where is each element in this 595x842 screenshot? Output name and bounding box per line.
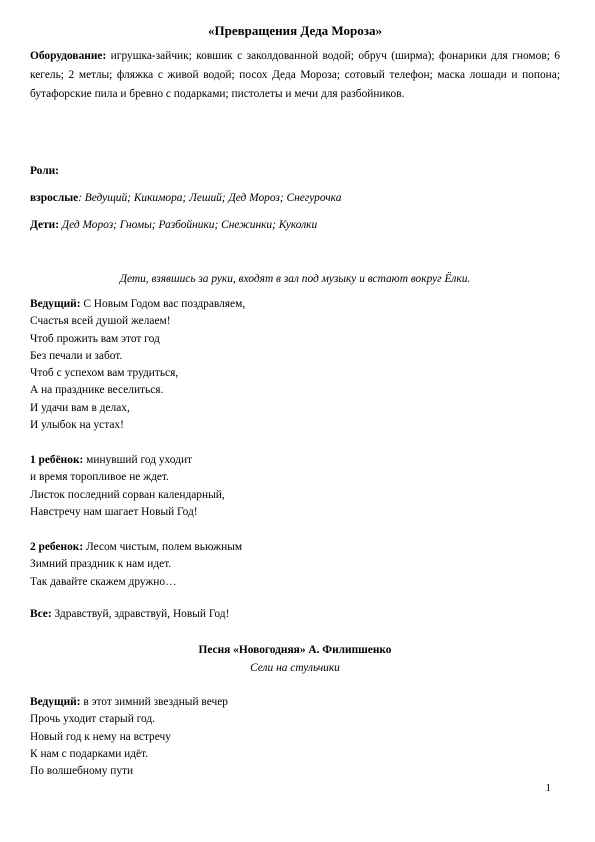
- equipment-label: Оборудование:: [30, 50, 107, 62]
- verse-block-3: [30, 539, 560, 591]
- page-number: 1: [545, 782, 551, 794]
- verse-line: Новый год к нему на встречу: [30, 730, 171, 743]
- roles-heading: Роли:: [30, 165, 59, 177]
- verse-line: Навстречу нам шагает Новый Год!: [30, 505, 198, 518]
- verse-line: И удачи вам в делах,: [30, 401, 130, 414]
- verse-block-5: [30, 694, 560, 780]
- speaker-label: 2 ребенок:: [30, 541, 84, 553]
- stage-direction: Дети, взявшись за руки, входят в зал под музыку и встают вокруг Ёлки.: [119, 273, 471, 285]
- verse-block-2: [30, 452, 560, 521]
- verse-block-1: [30, 296, 560, 434]
- kids-text: Дед Мороз; Гномы; Разбойники; Снежинки; Куколки: [58, 219, 318, 231]
- verse-text: С Новым Годом вас поздравляем,: [80, 298, 246, 310]
- verse-line: А на празднике веселиться.: [30, 384, 164, 397]
- verse-line: Счастья всей душой желаем!: [30, 315, 171, 328]
- adults-label: взрослые: [30, 192, 79, 204]
- verse-line: Зимний праздник к нам идет.: [30, 558, 172, 571]
- speaker-label: Ведущий:: [30, 696, 81, 708]
- verse-text: Лесом чистым, полем вьюжным: [83, 541, 243, 553]
- roles-kids: [30, 217, 560, 234]
- verse-line: Без печали и забот.: [30, 349, 123, 362]
- roles-adults: [30, 190, 560, 207]
- song-title: Песня «Новогодняя» А. Филипшенко: [198, 644, 392, 656]
- verse-line: [30, 539, 560, 556]
- verse-line: Листок последний сорван календарный,: [30, 488, 225, 501]
- speaker-label: Ведущий:: [30, 298, 81, 310]
- adults-text: : Ведущий; Кикимора; Леший; Дед Мороз; Снегурочка: [78, 192, 342, 204]
- speaker-label: 1 ребёнок:: [30, 454, 84, 466]
- verse-line: и время торопливое не ждет.: [30, 471, 169, 484]
- verse-text: Здравствуй, здравствуй, Новый Год!: [51, 608, 230, 620]
- equipment-paragraph: [30, 47, 560, 104]
- verse-block-4: [30, 606, 560, 623]
- equipment-text: игрушка-зайчик; ковшик с заколдованной водой; обруч (ширма); фонарики для гномов; 6 кегель; 2 метлы; фляжка с живой водой; посох Деда Мороза; сотовый телефон; маска лошади и попона; бутафорские пила и бревно с подарками; пистолеты и мечи для разбойников.: [30, 50, 560, 100]
- song-direction: Сели на стульчики: [250, 662, 340, 674]
- verse-line: К нам с подарками идёт.: [30, 747, 149, 760]
- verse-line: [30, 452, 560, 469]
- verse-line: Чтоб с успехом вам трудиться,: [30, 367, 179, 380]
- document-title: «Превращения Деда Мороза»: [208, 23, 382, 38]
- verse-line: Прочь уходит старый год.: [30, 713, 156, 726]
- kids-label: Дети:: [30, 219, 59, 231]
- verse-line: И улыбок на устах!: [30, 419, 124, 432]
- verse-line: По волшебному пути: [30, 765, 134, 778]
- verse-line: [30, 606, 560, 623]
- verse-line: Так давайте скажем дружно…: [30, 575, 177, 588]
- verse-line: [30, 694, 560, 711]
- verse-line: [30, 296, 560, 313]
- verse-text: в этот зимний звездный вечер: [80, 696, 228, 708]
- verse-line: Чтоб прожить вам этот год: [30, 332, 160, 345]
- verse-text: минувший год уходит: [83, 454, 193, 466]
- speaker-label: Все:: [30, 608, 52, 620]
